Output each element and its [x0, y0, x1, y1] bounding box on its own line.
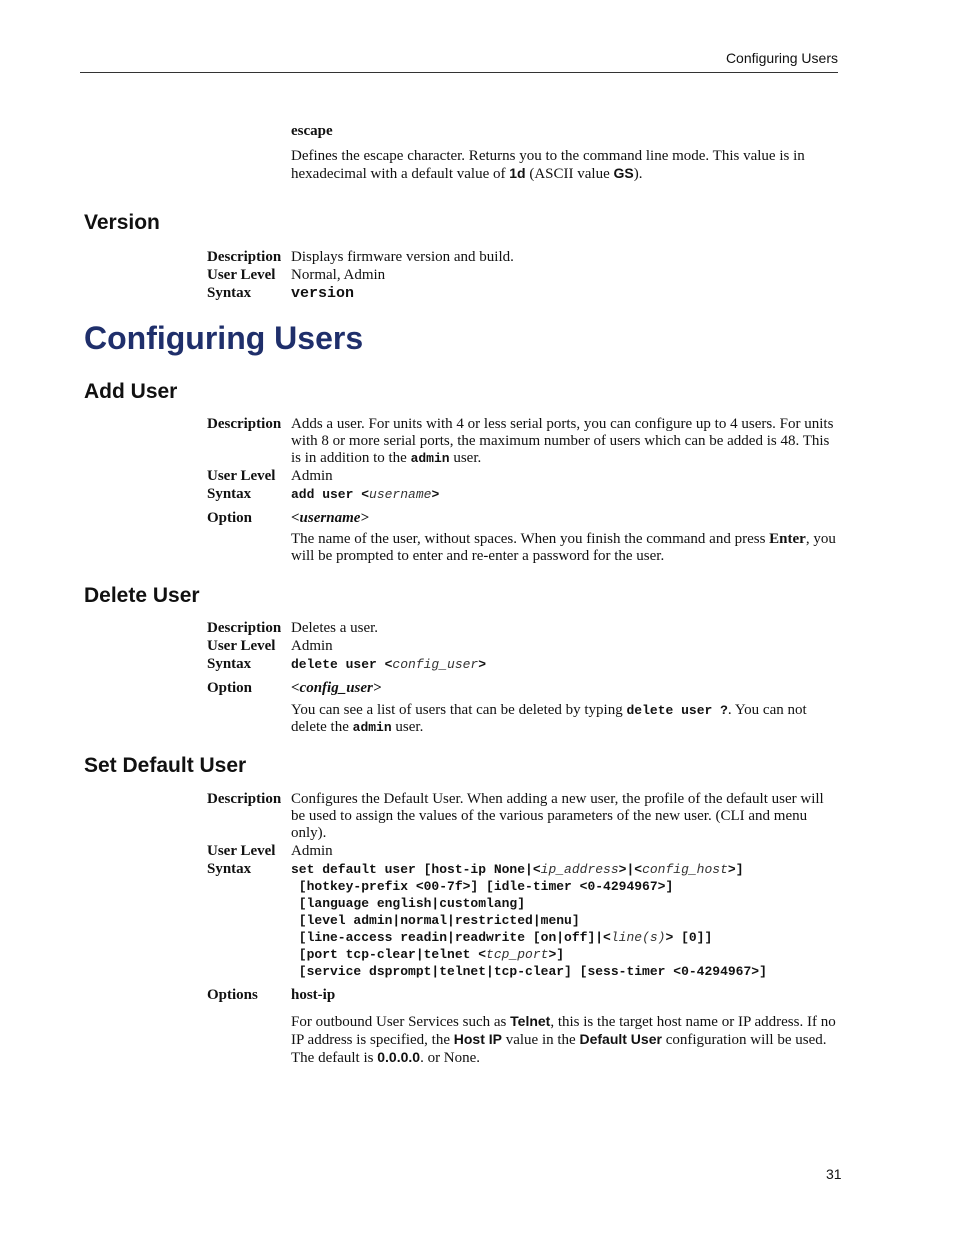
version-syntax-label: Syntax: [207, 285, 252, 301]
add-user-option-label: Option: [207, 510, 253, 526]
syntax-line-6: [port tcp-clear|telnet <tcp_port>]: [291, 947, 565, 962]
version-heading: Version: [84, 211, 160, 234]
page-title: Configuring Users: [84, 320, 364, 356]
add-user-syntax-label: Syntax: [207, 486, 252, 502]
syntax-line-3: [language english|customlang]: [291, 896, 526, 911]
set-default-user-description: Configures the Default User. When adding a new user, the profile of the default user will be used to assign the values of the various parameters of the new user. (CLI and menu only).: [291, 791, 824, 841]
page-number: 31: [826, 1166, 842, 1182]
delete-user-user-level-label: User Level: [207, 638, 276, 654]
version-user-level: Normal, Admin: [291, 267, 386, 283]
syntax-line-2: [hotkey-prefix <00-7f>] [idle-timer <0-4294967>]: [291, 879, 674, 894]
running-header: Configuring Users: [725, 50, 838, 66]
escape-term: escape: [291, 123, 333, 139]
add-user-description-label: Description: [207, 416, 282, 432]
set-default-user-option-name: host-ip: [291, 987, 336, 1003]
delete-user-description: Deletes a user.: [291, 620, 379, 636]
set-default-user-user-level: Admin: [291, 843, 333, 859]
delete-user-option-label: Option: [207, 680, 253, 696]
add-user-option-description: The name of the user, without spaces. When you finish the command and press Enter, you will be prompted to enter and re-enter a password for the user.: [291, 531, 836, 564]
add-user-heading: Add User: [84, 380, 178, 403]
add-user-user-level: Admin: [291, 468, 333, 484]
set-default-user-option-description: For outbound User Services such as Telnet, this is the target host name or IP address. If no IP address is specified, the Host IP value in the Default User configuration will be used. The default is 0.0.0.0. or None.: [291, 1013, 836, 1066]
header-rule: [80, 72, 838, 73]
delete-user-syntax-label: Syntax: [207, 656, 252, 672]
version-description: Displays firmware version and build.: [291, 249, 514, 265]
version-syntax: version: [291, 285, 355, 302]
escape-description: Defines the escape character. Returns you to the command line mode. This value is in hexadecimal with a default value of 1d (ASCII value GS).: [291, 148, 805, 182]
add-user-option-name: <username>: [291, 510, 369, 526]
version-user-level-label: User Level: [207, 267, 276, 283]
version-description-label: Description: [207, 249, 282, 265]
syntax-line-4: [level admin|normal|restricted|menu]: [291, 913, 580, 928]
set-default-user-syntax-label: Syntax: [207, 861, 252, 877]
delete-user-heading: Delete User: [84, 584, 200, 607]
set-default-user-options-label: Options: [207, 987, 258, 1003]
add-user-user-level-label: User Level: [207, 468, 276, 484]
set-default-user-heading: Set Default User: [84, 754, 247, 777]
set-default-user-syntax: [291, 861, 767, 980]
delete-user-description-label: Description: [207, 620, 282, 636]
syntax-line-1: set default user [host-ip None|<ip_address>|<config_host>]: [291, 862, 744, 877]
set-default-user-description-label: Description: [207, 791, 282, 807]
delete-user-syntax: delete user <config_user>: [291, 657, 487, 672]
set-default-user-user-level-label: User Level: [207, 843, 276, 859]
delete-user-user-level: Admin: [291, 638, 333, 654]
delete-user-option-description: You can see a list of users that can be deleted by typing delete user ?. You can not delete the admin user.: [291, 702, 807, 735]
syntax-line-7: [service dsprompt|telnet|tcp-clear] [sess-timer <0-4294967>]: [291, 964, 767, 979]
add-user-description: Adds a user. For units with 4 or less serial ports, you can configure up to 4 users. For units with 8 or more serial ports, the maximum number of users which can be added is 48. This is in addition to the admin user.: [291, 416, 834, 466]
delete-user-option-name: <config_user>: [291, 680, 382, 696]
syntax-line-5: [line-access readin|readwrite [on|off]|<line(s)> [0]]: [291, 930, 713, 945]
add-user-syntax: add user <username>: [291, 487, 440, 502]
